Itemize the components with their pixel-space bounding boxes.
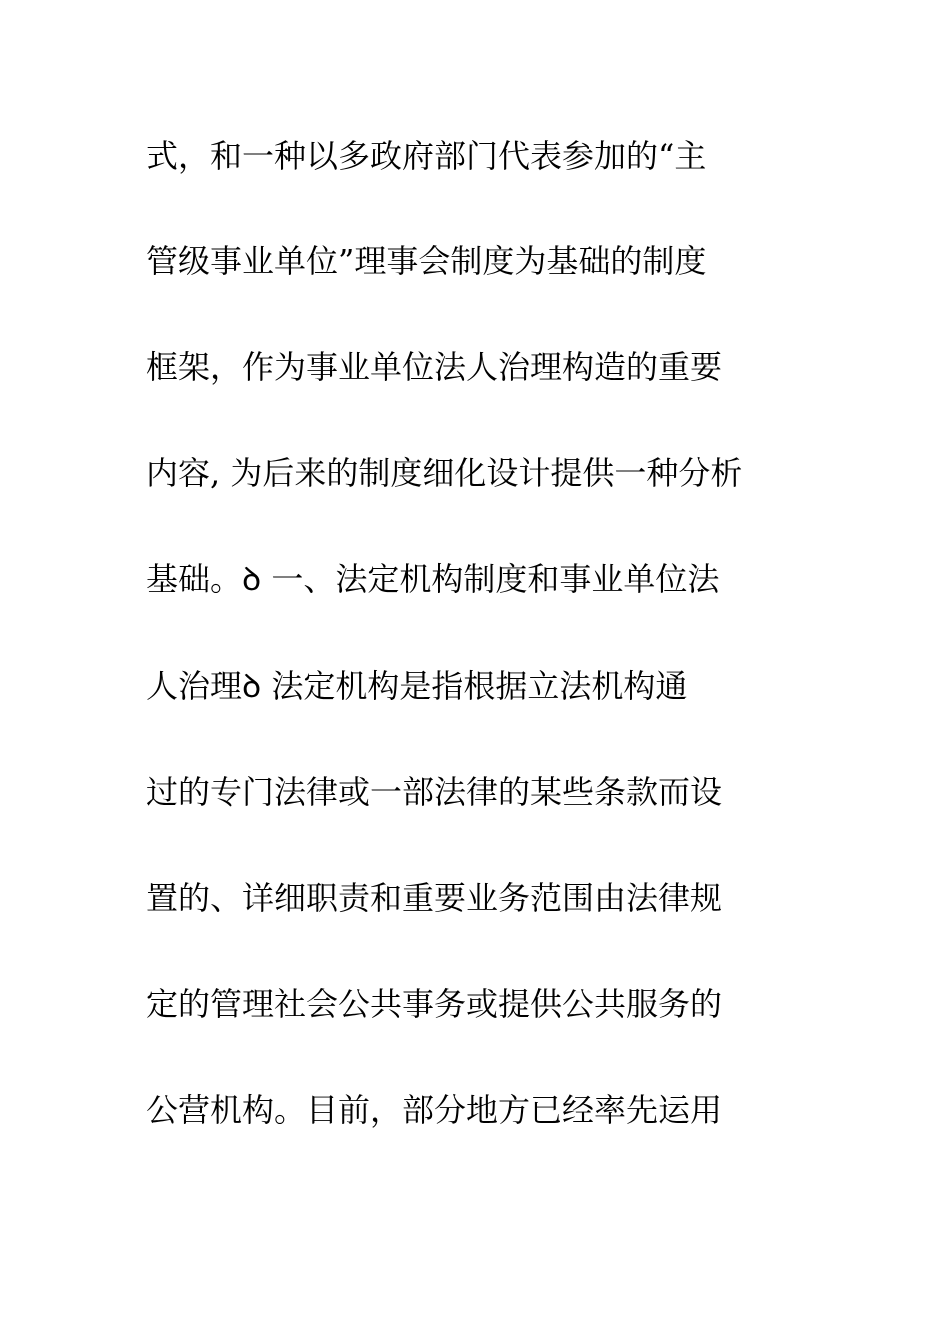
text-line-9: 定的管理社会公共事务或提供公共服务的 bbox=[146, 985, 723, 1023]
text-line-2: 管级事业单位”理事会制度为基础的制度 bbox=[146, 242, 707, 280]
text-line-7: 过的专门法律或一部法律的某些条款而设 bbox=[146, 773, 723, 811]
text-line-6: 人治理ꝺ 法定机构是指根据立法机构通 bbox=[146, 667, 688, 705]
text-line-10: 公营机构。目前，部分地方已经率先运用 bbox=[146, 1091, 723, 1129]
text-line-1: 式，和一种以多政府部门代表参加的“主 bbox=[146, 137, 707, 175]
text-line-3: 框架，作为事业单位法人治理构造的重要 bbox=[146, 348, 723, 386]
text-line-8: 置的、详细职责和重要业务范围由法律规 bbox=[146, 879, 723, 917]
text-line-4: 内容, 为后来的制度细化设计提供一种分析 bbox=[146, 454, 743, 492]
text-line-5: 基础。ꝺ 一、法定机构制度和事业单位法 bbox=[146, 560, 720, 598]
